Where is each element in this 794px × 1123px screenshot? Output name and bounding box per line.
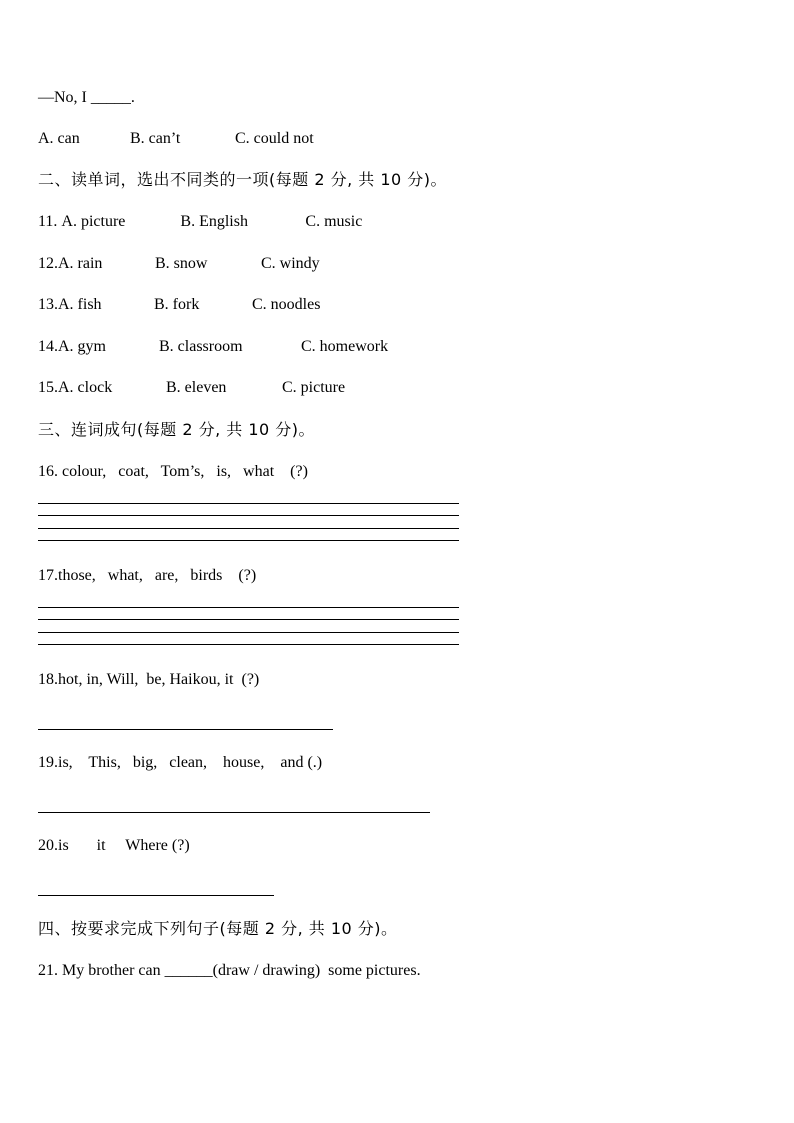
question-20	[38, 836, 190, 856]
answer-line	[38, 644, 459, 645]
option-b: B. eleven	[166, 379, 227, 396]
word-list: those, what, are, birds (?)	[58, 567, 257, 584]
answer-line	[38, 607, 459, 608]
question-number: 18.	[38, 671, 58, 688]
question-number: 17.	[38, 567, 58, 584]
question-number: 14.	[38, 338, 58, 355]
answer-line	[38, 619, 459, 620]
word-list: is, This, big, clean, house, and (.)	[58, 754, 323, 771]
question-text: My brother can ______(draw / drawing) some pictures.	[58, 962, 421, 979]
q10-option-a: A. can	[38, 130, 80, 147]
option-b: B. English	[180, 213, 248, 230]
section2-heading: 二、读单词，选出不同类的一项(每题 2 分, 共 10 分)。	[38, 170, 448, 189]
section4-heading: 四、按要求完成下列句子(每题 2 分, 共 10 分)。	[38, 919, 398, 938]
answer-line	[38, 540, 459, 541]
q10-option-b: B. can’t	[130, 130, 181, 147]
option-c: C. noodles	[252, 296, 321, 313]
question-19	[38, 753, 322, 773]
option-b: B. classroom	[159, 338, 243, 355]
answer-line	[38, 895, 274, 896]
question-number: 20.	[38, 837, 58, 854]
section3-heading: 三、连词成句(每题 2 分, 共 10 分)。	[38, 420, 316, 439]
option-a: A. rain	[58, 255, 103, 272]
question-number: 12.	[38, 255, 58, 272]
question-13	[38, 295, 320, 315]
word-list: hot, in, Will, be, Haikou, it (?)	[58, 671, 260, 688]
q10-answer-line: —No, I _____.	[38, 89, 135, 106]
option-c: C. music	[305, 213, 363, 230]
question-number: 11.	[38, 213, 58, 230]
option-a: A. gym	[58, 338, 106, 355]
question-12	[38, 254, 320, 274]
answer-line	[38, 515, 459, 516]
word-list: is it Where (?)	[58, 837, 190, 854]
question-18	[38, 670, 259, 690]
question-number: 19.	[38, 754, 58, 771]
question-14	[38, 337, 388, 357]
question-number: 16.	[38, 463, 58, 480]
q10-options	[38, 129, 314, 149]
answer-line	[38, 528, 459, 529]
option-b: B. fork	[154, 296, 200, 313]
question-16	[38, 462, 308, 482]
q10-option-c: C. could not	[235, 130, 314, 147]
option-a: A. picture	[61, 213, 126, 230]
option-b: B. snow	[155, 255, 208, 272]
answer-line	[38, 632, 459, 633]
option-a: A. clock	[58, 379, 113, 396]
option-c: C. homework	[301, 338, 389, 355]
question-15	[38, 378, 345, 398]
question-11	[38, 212, 362, 232]
option-c: C. windy	[261, 255, 320, 272]
answer-line	[38, 729, 333, 730]
question-21	[38, 961, 421, 981]
answer-line	[38, 812, 430, 813]
question-number: 13.	[38, 296, 58, 313]
word-list: colour, coat, Tom’s, is, what (?)	[62, 463, 308, 480]
answer-line	[38, 503, 459, 504]
option-a: A. fish	[58, 296, 102, 313]
question-number: 15.	[38, 379, 58, 396]
option-c: C. picture	[282, 379, 346, 396]
question-17	[38, 566, 256, 586]
question-number: 21.	[38, 962, 58, 979]
